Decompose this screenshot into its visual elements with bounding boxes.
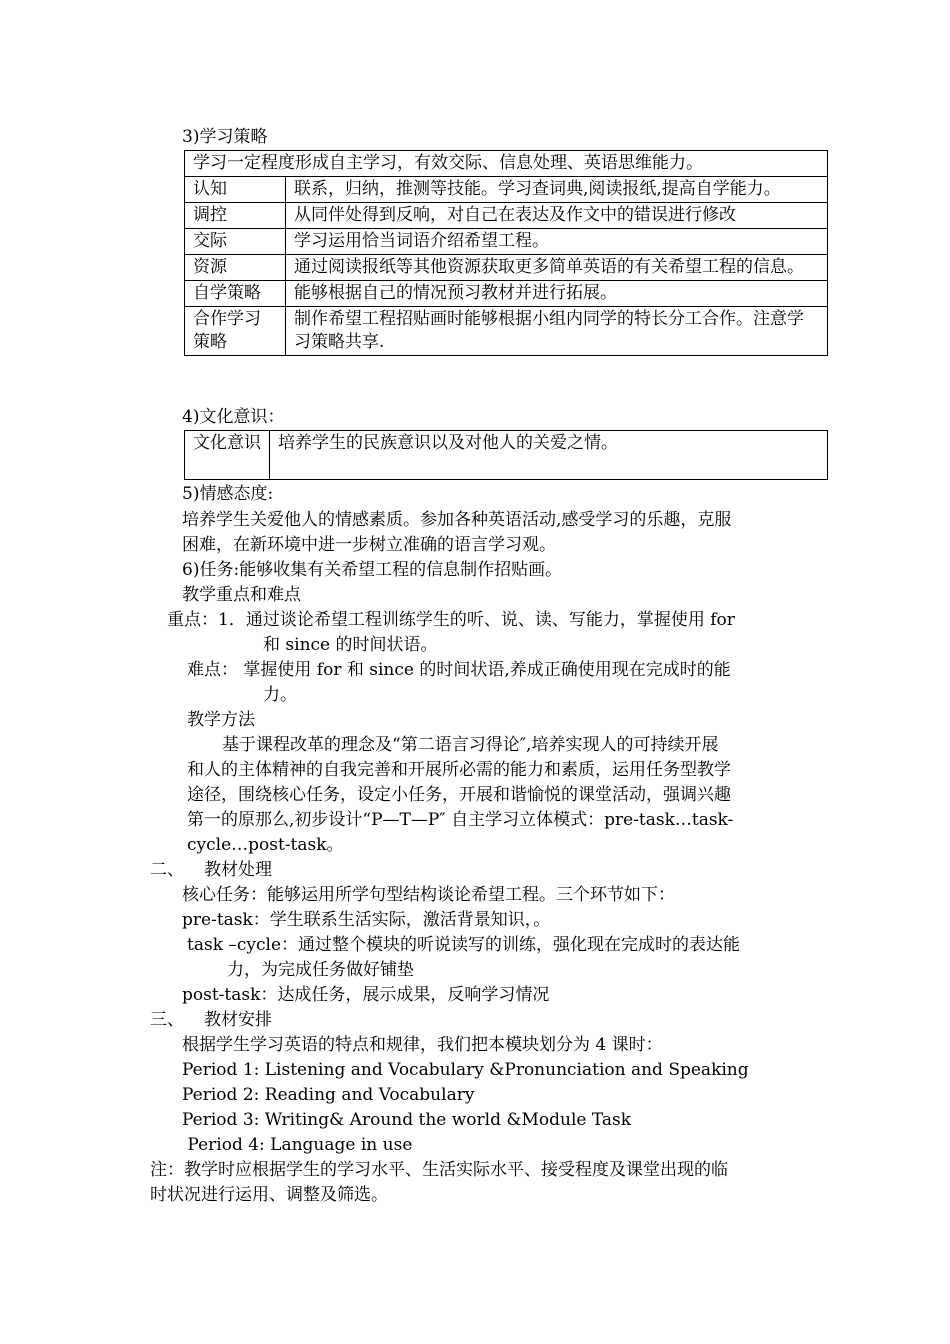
- key-point-line: 和 since 的时间状语。: [263, 635, 438, 655]
- section-number: 二、: [150, 860, 184, 880]
- table-row: [185, 281, 828, 307]
- task-cycle-line: task –cycle：通过整个模块的听说读写的训练，强化现在完成时的表达能: [187, 935, 741, 955]
- arrangement-intro: 根据学生学习英语的特点和规律，我们把本模块划分为 4 课时：: [182, 1035, 663, 1055]
- method-line: 和人的主体精神的自我完善和开展所必需的能力和素质，运用任务型教学: [187, 760, 731, 780]
- method-line: cycle…post-task。: [187, 835, 344, 855]
- method-line: 第一的原那么,初步设计“P—T—P″ 自主学习立体模式：pre-task…task-: [187, 810, 734, 830]
- period-item: Period 3: Writing& Around the world &Module Task: [182, 1110, 632, 1130]
- difficult-point-line: 难点： 掌握使用 for 和 since 的时间状语,养成正确使用现在完成时的能: [187, 660, 731, 680]
- post-task-line: post-task：达成任务，展示成果，反响学习情况: [182, 985, 550, 1005]
- note-line: 时状况进行运用、调整及筛选。: [150, 1185, 388, 1205]
- period-item: Period 4: Language in use: [182, 1135, 413, 1155]
- strategy-text: 联系，归纳，推测等技能。学习查词典,阅读报纸,提高自学能力。: [286, 177, 828, 203]
- section-number: 三、: [150, 1010, 184, 1030]
- strategy-label: 调控: [185, 203, 286, 229]
- strategy-label: 合作学习策略: [185, 307, 286, 356]
- strategy-text: 学习运用恰当词语介绍希望工程。: [286, 229, 828, 255]
- table-row: [185, 307, 828, 356]
- strategy-text: 从同伴处得到反响，对自己在表达及作文中的错误进行修改: [286, 203, 828, 229]
- strategy-label: 资源: [185, 255, 286, 281]
- emotion-line: 培养学生关爱他人的情感素质。参加各种英语活动,感受学习的乐趣，克服: [182, 510, 732, 530]
- strategy-intro: 学习一定程度形成自主学习，有效交际、信息处理、英语思维能力。: [185, 151, 828, 177]
- strategy-label: 认知: [185, 177, 286, 203]
- note-line: 注：教学时应根据学生的学习水平、生活实际水平、接受程度及课堂出现的临: [150, 1160, 728, 1180]
- culture-text: 培养学生的民族意识以及对他人的关爱之情。: [270, 431, 828, 480]
- task-line: 6)任务:能够收集有关希望工程的信息制作招贴画。: [182, 560, 563, 580]
- period-item: Period 2: Reading and Vocabulary: [182, 1085, 475, 1105]
- pre-task-line: pre-task：学生联系生活实际，激活背景知识，。: [182, 910, 551, 930]
- emotion-line: 困难，在新环境中进一步树立准确的语言学习观。: [182, 535, 556, 555]
- section-title: 教材处理: [204, 860, 272, 880]
- strategy-heading: 3)学习策略: [182, 127, 268, 147]
- culture-heading: 4)文化意识：: [182, 407, 285, 427]
- method-line: 途径，围绕核心任务，设定小任务，开展和谐愉悦的课堂活动，强调兴趣: [187, 785, 731, 805]
- period-item: Period 1: Listening and Vocabulary &Pronunciation and Speaking: [182, 1060, 749, 1080]
- key-point-line: 重点：1．通过谈论希望工程训练学生的听、说、读、写能力，掌握使用 for: [167, 610, 735, 630]
- method-line: 基于课程改革的理念及“第二语言习得论″,培养实现人的可持续开展: [222, 735, 719, 755]
- core-task-line: 核心任务：能够运用所学句型结构谈论希望工程。三个环节如下：: [182, 885, 675, 905]
- key-points-heading: 教学重点和难点: [182, 585, 301, 605]
- strategy-text: 能够根据自己的情况预习教材并进行拓展。: [286, 281, 828, 307]
- task-cycle-line: 力，为完成任务做好铺垫: [227, 960, 414, 980]
- strategy-label: 交际: [185, 229, 286, 255]
- table-row: [185, 151, 828, 177]
- strategy-table: [184, 150, 828, 356]
- table-row: [185, 431, 828, 480]
- culture-table: [184, 430, 828, 480]
- emotion-heading: 5)情感态度:: [182, 484, 274, 504]
- table-row: [185, 255, 828, 281]
- culture-label: 文化意识: [185, 431, 270, 480]
- strategy-text: 通过阅读报纸等其他资源获取更多简单英语的有关希望工程的信息。: [286, 255, 828, 281]
- difficult-point-line: 力。: [263, 685, 297, 705]
- strategy-text: 制作希望工程招贴画时能够根据小组内同学的特长分工合作。注意学习策略共享.: [286, 307, 828, 356]
- section-title: 教材安排: [204, 1010, 272, 1030]
- table-row: [185, 229, 828, 255]
- strategy-label: 自学策略: [185, 281, 286, 307]
- method-heading: 教学方法: [187, 710, 255, 730]
- table-row: [185, 177, 828, 203]
- table-row: [185, 203, 828, 229]
